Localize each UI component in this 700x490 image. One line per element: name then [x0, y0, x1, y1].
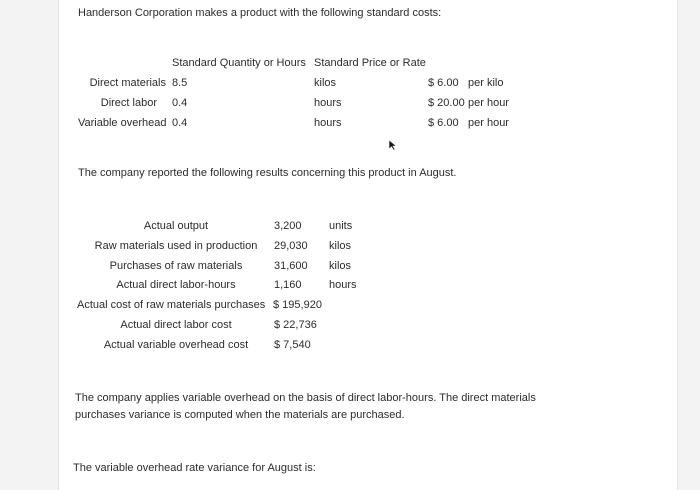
std-row-label: Variable overhead — [78, 117, 167, 129]
actual-label: Actual output — [143, 220, 209, 232]
std-row-price: $ 6.00 — [428, 117, 459, 129]
actual-unit: kilos — [329, 260, 352, 272]
std-row-per: per kilo — [468, 77, 504, 89]
actual-label: Actual direct labor cost — [120, 319, 232, 331]
overhead-basis-text: The company applies variable overhead on the basis of direct labor-hours. The direct materials purchases variance is computed when the materials are purchased. — [75, 392, 536, 421]
reported-intro-text: The company reported the following results concerning this product in August. — [78, 167, 457, 179]
actual-value: $ 195,920 — [273, 299, 322, 311]
actual-value: 3,200 — [274, 220, 302, 232]
question-text: The variable overhead rate variance for August is: — [73, 462, 316, 474]
actual-unit: units — [329, 220, 353, 232]
actual-unit: kilos — [329, 240, 352, 252]
std-row-label: Direct materials — [89, 77, 166, 89]
std-row-unit: hours — [314, 117, 342, 129]
actual-value: 29,030 — [274, 240, 308, 252]
actual-unit: hours — [329, 279, 357, 291]
actual-label: Raw materials used in production — [94, 240, 258, 252]
header-standard-quantity: Standard Quantity or Hours — [172, 57, 306, 69]
actual-value: $ 22,736 — [274, 319, 317, 331]
intro-text: Handerson Corporation makes a product with the following standard costs: — [78, 7, 442, 19]
std-row-qty: 0.4 — [172, 97, 188, 109]
actual-label: Purchases of raw materials — [109, 260, 243, 272]
std-row-label: Direct labor — [100, 97, 157, 109]
std-row-per: per hour — [468, 97, 509, 109]
actual-label: Actual variable overhead cost — [103, 339, 249, 351]
mouse-cursor-icon — [388, 139, 398, 151]
actual-value: 31,600 — [274, 260, 308, 272]
actual-label: Actual direct labor-hours — [116, 279, 236, 291]
std-row-unit: kilos — [314, 77, 337, 89]
header-standard-price: Standard Price or Rate — [314, 57, 426, 69]
std-row-unit: hours — [314, 97, 342, 109]
std-row-price: $ 6.00 — [428, 77, 459, 89]
std-row-price: $ 20.00 — [428, 97, 465, 109]
std-row-qty: 8.5 — [172, 77, 188, 89]
actual-value: $ 7,540 — [274, 339, 311, 351]
actual-label: Actual cost of raw materials purchases — [77, 299, 266, 311]
std-row-per: per hour — [468, 117, 509, 129]
actual-value: 1,160 — [274, 279, 302, 291]
std-row-qty: 0.4 — [172, 117, 188, 129]
